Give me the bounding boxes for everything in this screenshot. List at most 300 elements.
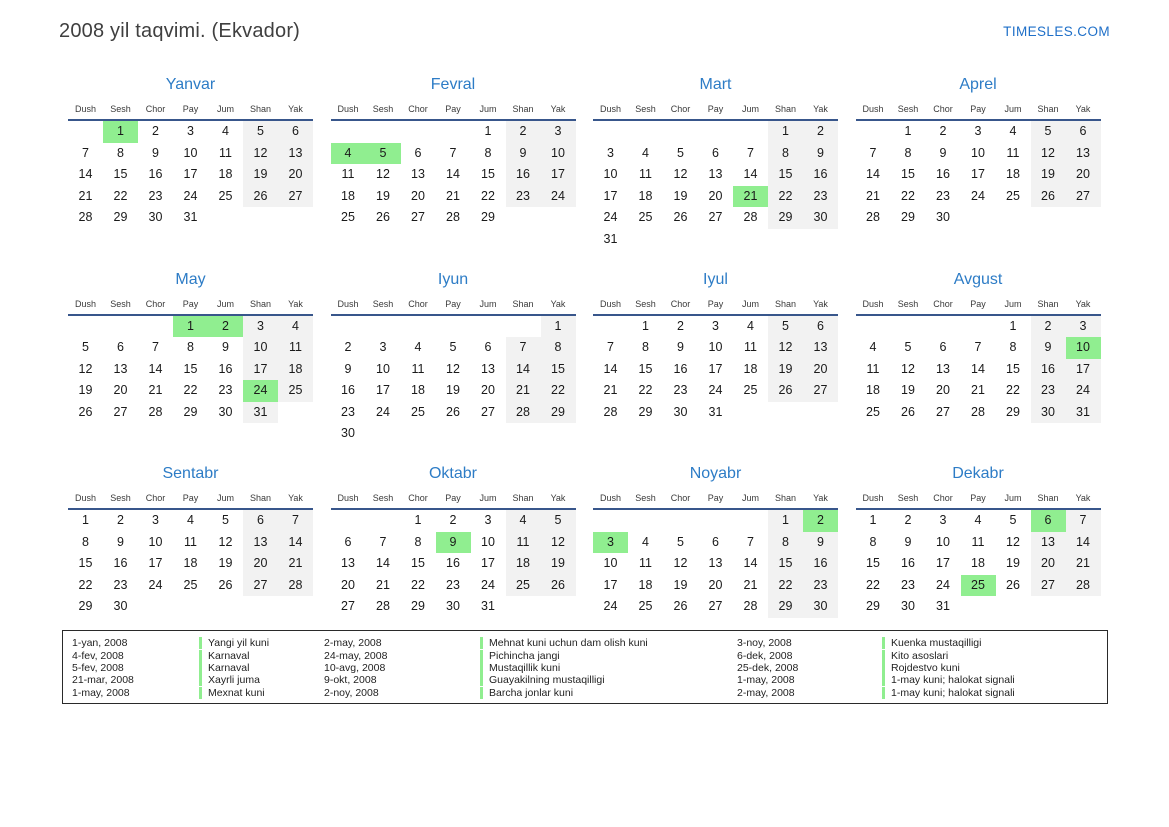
date-cell: 1 (642, 318, 649, 333)
weekday-label: Dush (862, 493, 884, 503)
date-cell: 16 (803, 553, 838, 575)
date-cell: 15 (1006, 361, 1020, 376)
date-cell: 30 (673, 404, 688, 419)
month-title: Mart (699, 76, 732, 93)
date-cell: 20 (1031, 553, 1066, 575)
weekday-label: Shan (1037, 298, 1059, 309)
date-cell: 14 (376, 556, 390, 571)
date-cell: 14 (446, 167, 460, 182)
legend-label: Guayakilning mustaqilligi (480, 674, 605, 686)
weekday-label: Dush (599, 104, 621, 114)
date-cell: 13 (708, 167, 723, 182)
weekday-label: Dush (337, 493, 359, 503)
date-cell: 19 (673, 577, 688, 592)
month-title: Noyabr (689, 465, 742, 482)
dates-grid (593, 121, 838, 251)
weekday-label: Pay (970, 104, 986, 114)
date-cell: 22 (866, 577, 880, 592)
date-cell: 8 (187, 340, 194, 355)
empty-cell (891, 316, 926, 338)
date-cell: 25 (743, 383, 758, 398)
date-cell: 27 (278, 186, 313, 208)
weekday-label: Jum (216, 298, 234, 309)
date-cell: 14 (743, 556, 758, 571)
empty-cell (331, 510, 366, 532)
date-cell: 2 (152, 124, 159, 138)
date-cell: 14 (148, 361, 163, 376)
month-title: Iyun (437, 270, 469, 288)
date-cell: 27 (411, 210, 425, 225)
legend-date: 2-noy, 2008 (324, 686, 379, 699)
legend-date: 9-okt, 2008 (324, 674, 377, 687)
brand-link[interactable]: TIMESLES.COM (1003, 24, 1110, 39)
weekday-label: Yak (288, 298, 303, 309)
weekday-label: Jum (1004, 493, 1022, 503)
weekday-header-row (68, 104, 313, 121)
empty-cell (926, 316, 961, 338)
date-cell: 23 (673, 383, 688, 398)
weekday-label: Yak (550, 493, 566, 503)
date-cell: 5 (677, 534, 684, 549)
date-cell: 24 (603, 210, 618, 225)
legend-label: Mexnat kuni (199, 687, 265, 699)
date-cell: 16 (506, 164, 541, 186)
legend-row (72, 662, 324, 674)
date-cell: 20 (341, 577, 355, 592)
date-cell: 22 (768, 186, 803, 208)
date-cell: 30 (148, 210, 163, 225)
date-cell: 18 (638, 188, 653, 203)
empty-cell (663, 510, 698, 532)
date-cell: 17 (376, 383, 390, 398)
weekday-label: Shan (1037, 104, 1059, 114)
weekday-header-row (68, 493, 313, 510)
date-cell: 20 (243, 553, 278, 575)
calendar-grid (68, 75, 1101, 659)
date-cell: 28 (866, 210, 880, 225)
legend-row (737, 637, 1107, 649)
date-cell: 1 (904, 124, 912, 138)
date-cell: 27 (113, 404, 128, 419)
date-cell: 13 (341, 556, 355, 571)
date-cell: 22 (113, 188, 128, 203)
weekday-label: Chor (670, 298, 691, 309)
date-cell: 17 (148, 556, 163, 571)
date-cell: 10 (603, 556, 618, 571)
date-cell: 2 (117, 513, 124, 527)
month-mart (593, 75, 838, 270)
date-cell: 7 (1066, 510, 1101, 532)
weekday-label: Jum (216, 493, 234, 503)
dates-grid (856, 316, 1101, 424)
legend-label: Rojdestvo kuni (882, 662, 960, 674)
date-cell: 28 (1066, 575, 1101, 597)
date-cell: 17 (936, 556, 950, 571)
date-cell: 7 (869, 145, 877, 160)
month-may (68, 270, 313, 465)
date-cell: 7 (607, 340, 614, 355)
date-cell: 15 (411, 556, 425, 571)
date-cell: 9 (677, 340, 684, 355)
date-cell: 25 (1006, 188, 1020, 203)
date-cell: 15 (866, 556, 880, 571)
date-cell: 28 (446, 210, 460, 225)
empty-cell (593, 510, 628, 532)
date-cell: 30 (901, 599, 915, 614)
holiday-date-cell: 2 (208, 316, 243, 338)
date-cell: 18 (743, 361, 758, 376)
date-cell: 6 (712, 534, 719, 549)
date-cell: 16 (673, 361, 688, 376)
date-cell: 26 (673, 210, 688, 225)
legend-date: 1-may, 2008 (72, 686, 130, 699)
date-cell: 8 (484, 145, 492, 160)
date-cell: 14 (603, 361, 618, 376)
date-cell: 15 (901, 167, 915, 182)
date-cell: 11 (866, 361, 880, 376)
date-cell: 11 (184, 534, 197, 549)
date-cell: 9 (939, 145, 947, 160)
date-cell: 5 (541, 510, 576, 532)
date-cell: 1 (484, 124, 492, 138)
date-cell: 24 (971, 188, 985, 203)
month-title: Aprel (959, 76, 997, 93)
date-cell: 11 (278, 337, 313, 359)
weekday-label: Shan (249, 104, 272, 114)
date-cell: 24 (376, 404, 390, 419)
date-cell: 25 (278, 380, 313, 402)
date-cell: 19 (78, 383, 93, 398)
legend-label: Mehnat kuni uchun dam olish kuni (480, 637, 648, 649)
date-cell: 27 (243, 575, 278, 597)
date-cell: 8 (904, 145, 912, 160)
legend-row (72, 674, 324, 686)
date-cell: 8 (768, 143, 803, 165)
date-cell: 7 (747, 145, 754, 160)
date-cell: 5 (768, 316, 803, 338)
weekday-header-row (331, 104, 576, 121)
month-title: Sentabr (162, 465, 219, 482)
date-cell: 28 (743, 210, 758, 225)
empty-cell (436, 121, 471, 143)
date-cell: 19 (446, 383, 460, 398)
date-cell: 9 (152, 145, 159, 160)
weekday-label: Shan (512, 104, 534, 114)
date-cell: 27 (803, 380, 838, 402)
date-cell: 15 (183, 361, 198, 376)
date-cell: 27 (708, 210, 723, 225)
date-cell: 17 (603, 577, 618, 592)
date-cell: 13 (243, 532, 278, 554)
date-cell: 22 (183, 383, 198, 398)
legend-label: Kuenka mustaqilligi (882, 637, 981, 649)
date-cell: 23 (1031, 380, 1066, 402)
empty-cell (366, 121, 401, 143)
date-cell: 3 (187, 124, 194, 138)
date-cell: 1 (541, 316, 576, 338)
date-cell: 3 (607, 145, 614, 160)
date-cell: 28 (78, 210, 93, 225)
legend-row (737, 687, 1107, 699)
date-cell: 1 (414, 513, 422, 527)
date-cell: 31 (936, 599, 950, 614)
legend-row (72, 687, 324, 699)
weekday-label: Dush (599, 298, 621, 309)
weekday-label: Yak (550, 104, 566, 114)
date-cell: 5 (243, 121, 278, 143)
date-cell: 16 (1031, 359, 1066, 381)
empty-cell (366, 510, 401, 532)
weekday-label: Dush (74, 493, 96, 503)
date-cell: 6 (344, 534, 352, 549)
holiday-date-cell: 1 (173, 316, 208, 338)
date-cell: 17 (243, 359, 278, 381)
date-cell: 23 (148, 188, 163, 203)
dates-grid (68, 510, 313, 618)
weekday-label: Sesh (372, 493, 394, 503)
empty-cell (698, 121, 733, 143)
date-cell: 28 (743, 599, 758, 614)
date-cell: 18 (278, 359, 313, 381)
date-cell: 13 (1066, 143, 1101, 165)
date-cell: 23 (341, 404, 355, 419)
weekday-label: Yak (550, 298, 566, 309)
date-cell: 20 (1066, 164, 1101, 186)
date-cell: 6 (243, 510, 278, 532)
legend-date: 4-fev, 2008 (72, 649, 124, 662)
date-cell: 21 (446, 188, 460, 203)
date-cell: 19 (243, 164, 278, 186)
date-cell: 10 (541, 143, 576, 165)
date-cell: 29 (768, 596, 803, 618)
date-cell: 20 (278, 164, 313, 186)
date-cell: 24 (148, 577, 163, 592)
date-cell: 21 (1066, 553, 1101, 575)
weekday-label: Pay (445, 298, 461, 309)
date-cell: 26 (78, 404, 93, 419)
date-cell: 3 (152, 513, 159, 527)
weekday-label: Shan (249, 298, 272, 309)
weekday-label: Dush (862, 104, 884, 114)
date-cell: 12 (1031, 143, 1066, 165)
date-cell: 21 (866, 188, 880, 203)
date-cell: 26 (243, 186, 278, 208)
weekday-label: Pay (970, 298, 986, 309)
weekday-label: Pay (970, 493, 986, 503)
date-cell: 31 (481, 599, 495, 614)
date-cell: 11 (639, 556, 652, 571)
weekday-label: Sesh (372, 298, 394, 309)
weekday-label: Jum (741, 493, 759, 503)
date-cell: 11 (506, 532, 541, 554)
weekday-label: Chor (670, 493, 691, 503)
weekday-label: Chor (408, 104, 428, 114)
legend-date: 5-fev, 2008 (72, 661, 124, 674)
weekday-label: Yak (1075, 493, 1091, 503)
weekday-label: Dush (337, 104, 359, 114)
weekday-label: Shan (512, 493, 534, 503)
weekday-label: Dush (337, 298, 359, 309)
weekday-label: Jum (479, 298, 497, 309)
holiday-date-cell: 21 (733, 186, 768, 208)
date-cell: 19 (218, 556, 233, 571)
legend-date: 2-may, 2008 (737, 686, 795, 699)
weekday-label: Yak (813, 104, 828, 114)
weekday-label: Yak (1075, 104, 1091, 114)
date-cell: 30 (113, 599, 128, 614)
date-cell: 20 (481, 383, 495, 398)
legend-date: 24-may, 2008 (324, 649, 388, 662)
weekday-label: Sesh (635, 104, 656, 114)
date-cell: 16 (446, 556, 460, 571)
weekday-header-row (593, 299, 838, 316)
date-cell: 15 (768, 164, 803, 186)
date-cell: 2 (677, 318, 684, 333)
dates-grid (593, 316, 838, 424)
weekday-label: Pay (707, 493, 724, 503)
date-cell: 23 (113, 577, 128, 592)
date-cell: 2 (904, 513, 912, 527)
date-cell: 24 (708, 383, 723, 398)
date-cell: 3 (379, 340, 387, 355)
legend-label: Kito asoslari (882, 650, 948, 662)
month-title: May (175, 270, 206, 288)
date-cell: 26 (768, 380, 803, 402)
date-cell: 20 (936, 383, 950, 398)
date-cell: 1 (768, 510, 803, 532)
date-cell: 29 (901, 210, 915, 225)
date-cell: 16 (341, 383, 355, 398)
date-cell: 15 (541, 359, 576, 381)
legend-date: 10-avg, 2008 (324, 661, 386, 674)
date-cell: 12 (1006, 534, 1020, 549)
legend-row (737, 662, 1107, 674)
date-cell: 5 (222, 513, 229, 527)
weekday-header-row (593, 493, 838, 510)
legend-row (72, 649, 324, 661)
date-cell: 4 (187, 513, 194, 527)
date-cell: 28 (603, 404, 618, 419)
date-cell: 18 (411, 383, 425, 398)
legend-group (324, 637, 737, 703)
date-cell: 6 (278, 121, 313, 143)
date-cell: 13 (113, 361, 128, 376)
weekday-label: Chor (408, 493, 428, 503)
date-cell: 12 (901, 361, 915, 376)
date-cell: 27 (481, 404, 495, 419)
date-cell: 21 (148, 383, 163, 398)
empty-cell (593, 316, 628, 338)
date-cell: 29 (481, 210, 495, 225)
date-cell: 12 (218, 534, 233, 549)
date-cell: 19 (376, 188, 390, 203)
date-cell: 3 (1066, 316, 1101, 338)
date-cell: 27 (1066, 186, 1101, 208)
empty-cell (628, 510, 663, 532)
weekday-header-row (331, 299, 576, 316)
legend-label: Karnaval (199, 662, 249, 674)
weekday-label: Jum (741, 104, 759, 114)
date-cell: 23 (506, 186, 541, 208)
date-cell: 4 (974, 513, 982, 527)
date-cell: 23 (803, 575, 838, 597)
date-cell: 21 (971, 383, 985, 398)
date-cell: 2 (803, 121, 838, 143)
date-cell: 19 (768, 359, 803, 381)
legend-row (737, 649, 1107, 661)
date-cell: 21 (743, 577, 758, 592)
date-cell: 16 (901, 556, 915, 571)
empty-cell (471, 316, 506, 338)
legend-label: Pichincha jangi (480, 650, 560, 662)
month-iyun (331, 270, 576, 465)
date-cell: 22 (1006, 383, 1020, 398)
date-cell: 1 (82, 513, 89, 527)
date-cell: 5 (1031, 121, 1066, 143)
empty-cell (366, 316, 401, 338)
date-cell: 1 (768, 121, 803, 143)
date-cell: 30 (1031, 402, 1066, 424)
date-cell: 10 (936, 534, 950, 549)
weekday-label: Shan (249, 493, 272, 503)
weekday-label: Pay (182, 104, 199, 114)
date-cell: 21 (603, 383, 618, 398)
date-cell: 1 (1009, 318, 1017, 333)
date-cell: 3 (939, 513, 947, 527)
date-cell: 7 (449, 145, 457, 160)
legend-date: 3-noy, 2008 (737, 637, 792, 650)
weekday-label: Pay (707, 298, 724, 309)
date-cell: 19 (1006, 556, 1020, 571)
date-cell: 28 (278, 575, 313, 597)
date-cell: 31 (708, 404, 723, 419)
date-cell: 22 (541, 380, 576, 402)
weekday-label: Sesh (110, 493, 131, 503)
date-cell: 10 (971, 145, 985, 160)
date-cell: 6 (1066, 121, 1101, 143)
date-cell: 11 (411, 361, 425, 376)
date-cell: 27 (936, 404, 950, 419)
date-cell: 31 (603, 231, 618, 246)
holiday-date-cell: 4 (331, 143, 366, 165)
weekday-label: Jum (1004, 104, 1022, 114)
date-cell: 12 (673, 167, 688, 182)
date-cell: 18 (218, 167, 233, 182)
date-cell: 30 (341, 426, 355, 441)
empty-cell (593, 121, 628, 143)
weekday-label: Yak (813, 298, 828, 309)
date-cell: 6 (117, 340, 124, 355)
weekday-label: Shan (774, 493, 797, 503)
dates-grid (331, 510, 576, 618)
date-cell: 1 (869, 513, 877, 527)
weekday-header-row (856, 493, 1101, 510)
dates-grid (331, 121, 576, 229)
weekday-label: Chor (145, 298, 166, 309)
empty-cell (401, 316, 436, 338)
month-fevral (331, 75, 576, 270)
weekday-label: Yak (288, 493, 303, 503)
weekday-label: Chor (670, 104, 691, 114)
date-cell: 8 (642, 340, 649, 355)
date-cell: 2 (449, 513, 457, 527)
date-cell: 30 (936, 210, 950, 225)
date-cell: 10 (148, 534, 163, 549)
weekday-label: Dush (862, 298, 884, 309)
date-cell: 18 (1006, 167, 1020, 182)
date-cell: 15 (481, 167, 495, 182)
date-cell: 25 (638, 599, 653, 614)
